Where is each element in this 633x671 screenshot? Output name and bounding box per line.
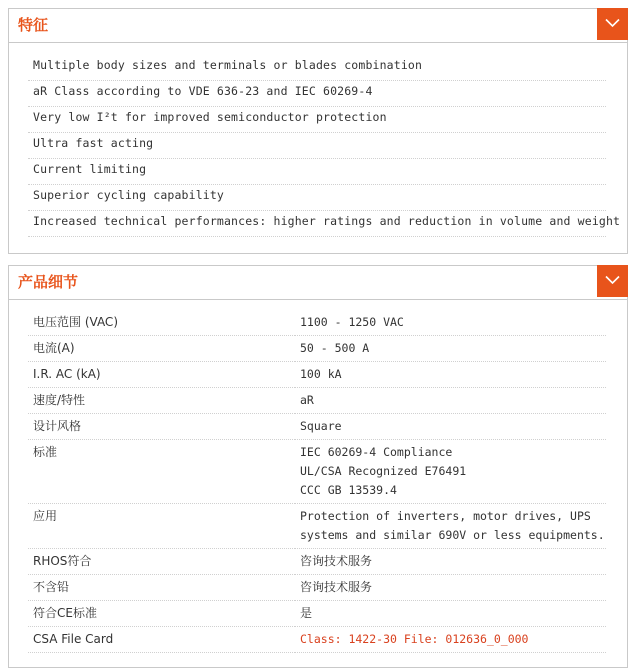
csa-file-card-link[interactable]: Class: 1422-30 File: 012636_0_000 [300, 632, 529, 646]
spec-key: 不含铅 [28, 575, 295, 601]
spec-row [28, 336, 606, 362]
spec-key: RHOS符合 [28, 549, 295, 575]
spec-value [295, 362, 606, 388]
spec-value [295, 440, 606, 504]
spec-row [28, 601, 606, 627]
spec-row [28, 575, 606, 601]
feature-item: Increased technical performances: higher ratings and reduction in volume and weight [28, 211, 606, 237]
spec-key: CSA File Card [28, 627, 295, 653]
spec-value-line: systems and similar 690V or less equipments. [300, 528, 605, 542]
spec-key: 符合CE标准 [28, 601, 295, 627]
feature-item: Ultra fast acting [28, 133, 606, 159]
details-header [9, 266, 627, 300]
spec-value [295, 388, 606, 414]
spec-value-line: CCC GB 13539.4 [300, 483, 397, 497]
details-title: 产品细节 [18, 273, 79, 291]
spec-value-line: Square [300, 419, 342, 433]
spec-row [28, 362, 606, 388]
spec-row [28, 310, 606, 336]
spec-key: 应用 [28, 504, 295, 549]
chevron-down-icon [605, 275, 620, 285]
chevron-down-icon [605, 18, 620, 28]
spec-value-line: Protection of inverters, motor drives, UPS [300, 509, 591, 523]
spec-value-line: 50 - 500 A [300, 341, 370, 355]
spec-key: 设计风格 [28, 414, 295, 440]
spec-value-line: 咨询技术服务 [300, 580, 373, 594]
feature-item: Very low I²t for improved semiconductor protection [28, 107, 606, 133]
spec-value-line: 咨询技术服务 [300, 554, 373, 568]
spec-value-line: IEC 60269-4 Compliance [300, 445, 453, 459]
spec-value [295, 627, 606, 653]
spec-key: 标准 [28, 440, 295, 504]
features-header [9, 9, 627, 43]
details-toggle-button[interactable] [597, 265, 628, 297]
features-title: 特征 [18, 16, 49, 34]
spec-row [28, 504, 606, 549]
spec-row [28, 414, 606, 440]
spec-row [28, 440, 606, 504]
details-panel [8, 265, 628, 668]
spec-value-line: UL/CSA Recognized E76491 [300, 464, 467, 478]
spec-key: 速度/特性 [28, 388, 295, 414]
spec-value [295, 336, 606, 362]
spec-value [295, 310, 606, 336]
spec-value-line: 1100 - 1250 VAC [300, 315, 404, 329]
spec-row [28, 549, 606, 575]
spec-value [295, 504, 606, 549]
spec-value [295, 414, 606, 440]
spec-value-line: 100 kA [300, 367, 342, 381]
feature-list [28, 55, 621, 237]
feature-item: Superior cycling capability [28, 185, 606, 211]
spec-key: I.R. AC (kA) [28, 362, 295, 388]
spec-row [28, 627, 606, 653]
spec-value [295, 601, 606, 627]
spec-key: 电流(A) [28, 336, 295, 362]
spec-value [295, 575, 606, 601]
spec-table [28, 310, 606, 653]
spec-value [295, 549, 606, 575]
spec-key: 电压范围 (VAC) [28, 310, 295, 336]
spec-value-line: aR [300, 393, 314, 407]
spec-value-line: 是 [300, 606, 313, 620]
spec-row [28, 388, 606, 414]
feature-item: aR Class according to VDE 636-23 and IEC 60269-4 [28, 81, 606, 107]
feature-item: Multiple body sizes and terminals or blades combination [28, 55, 606, 81]
features-panel [8, 8, 628, 254]
feature-item: Current limiting [28, 159, 606, 185]
features-toggle-button[interactable] [597, 8, 628, 40]
